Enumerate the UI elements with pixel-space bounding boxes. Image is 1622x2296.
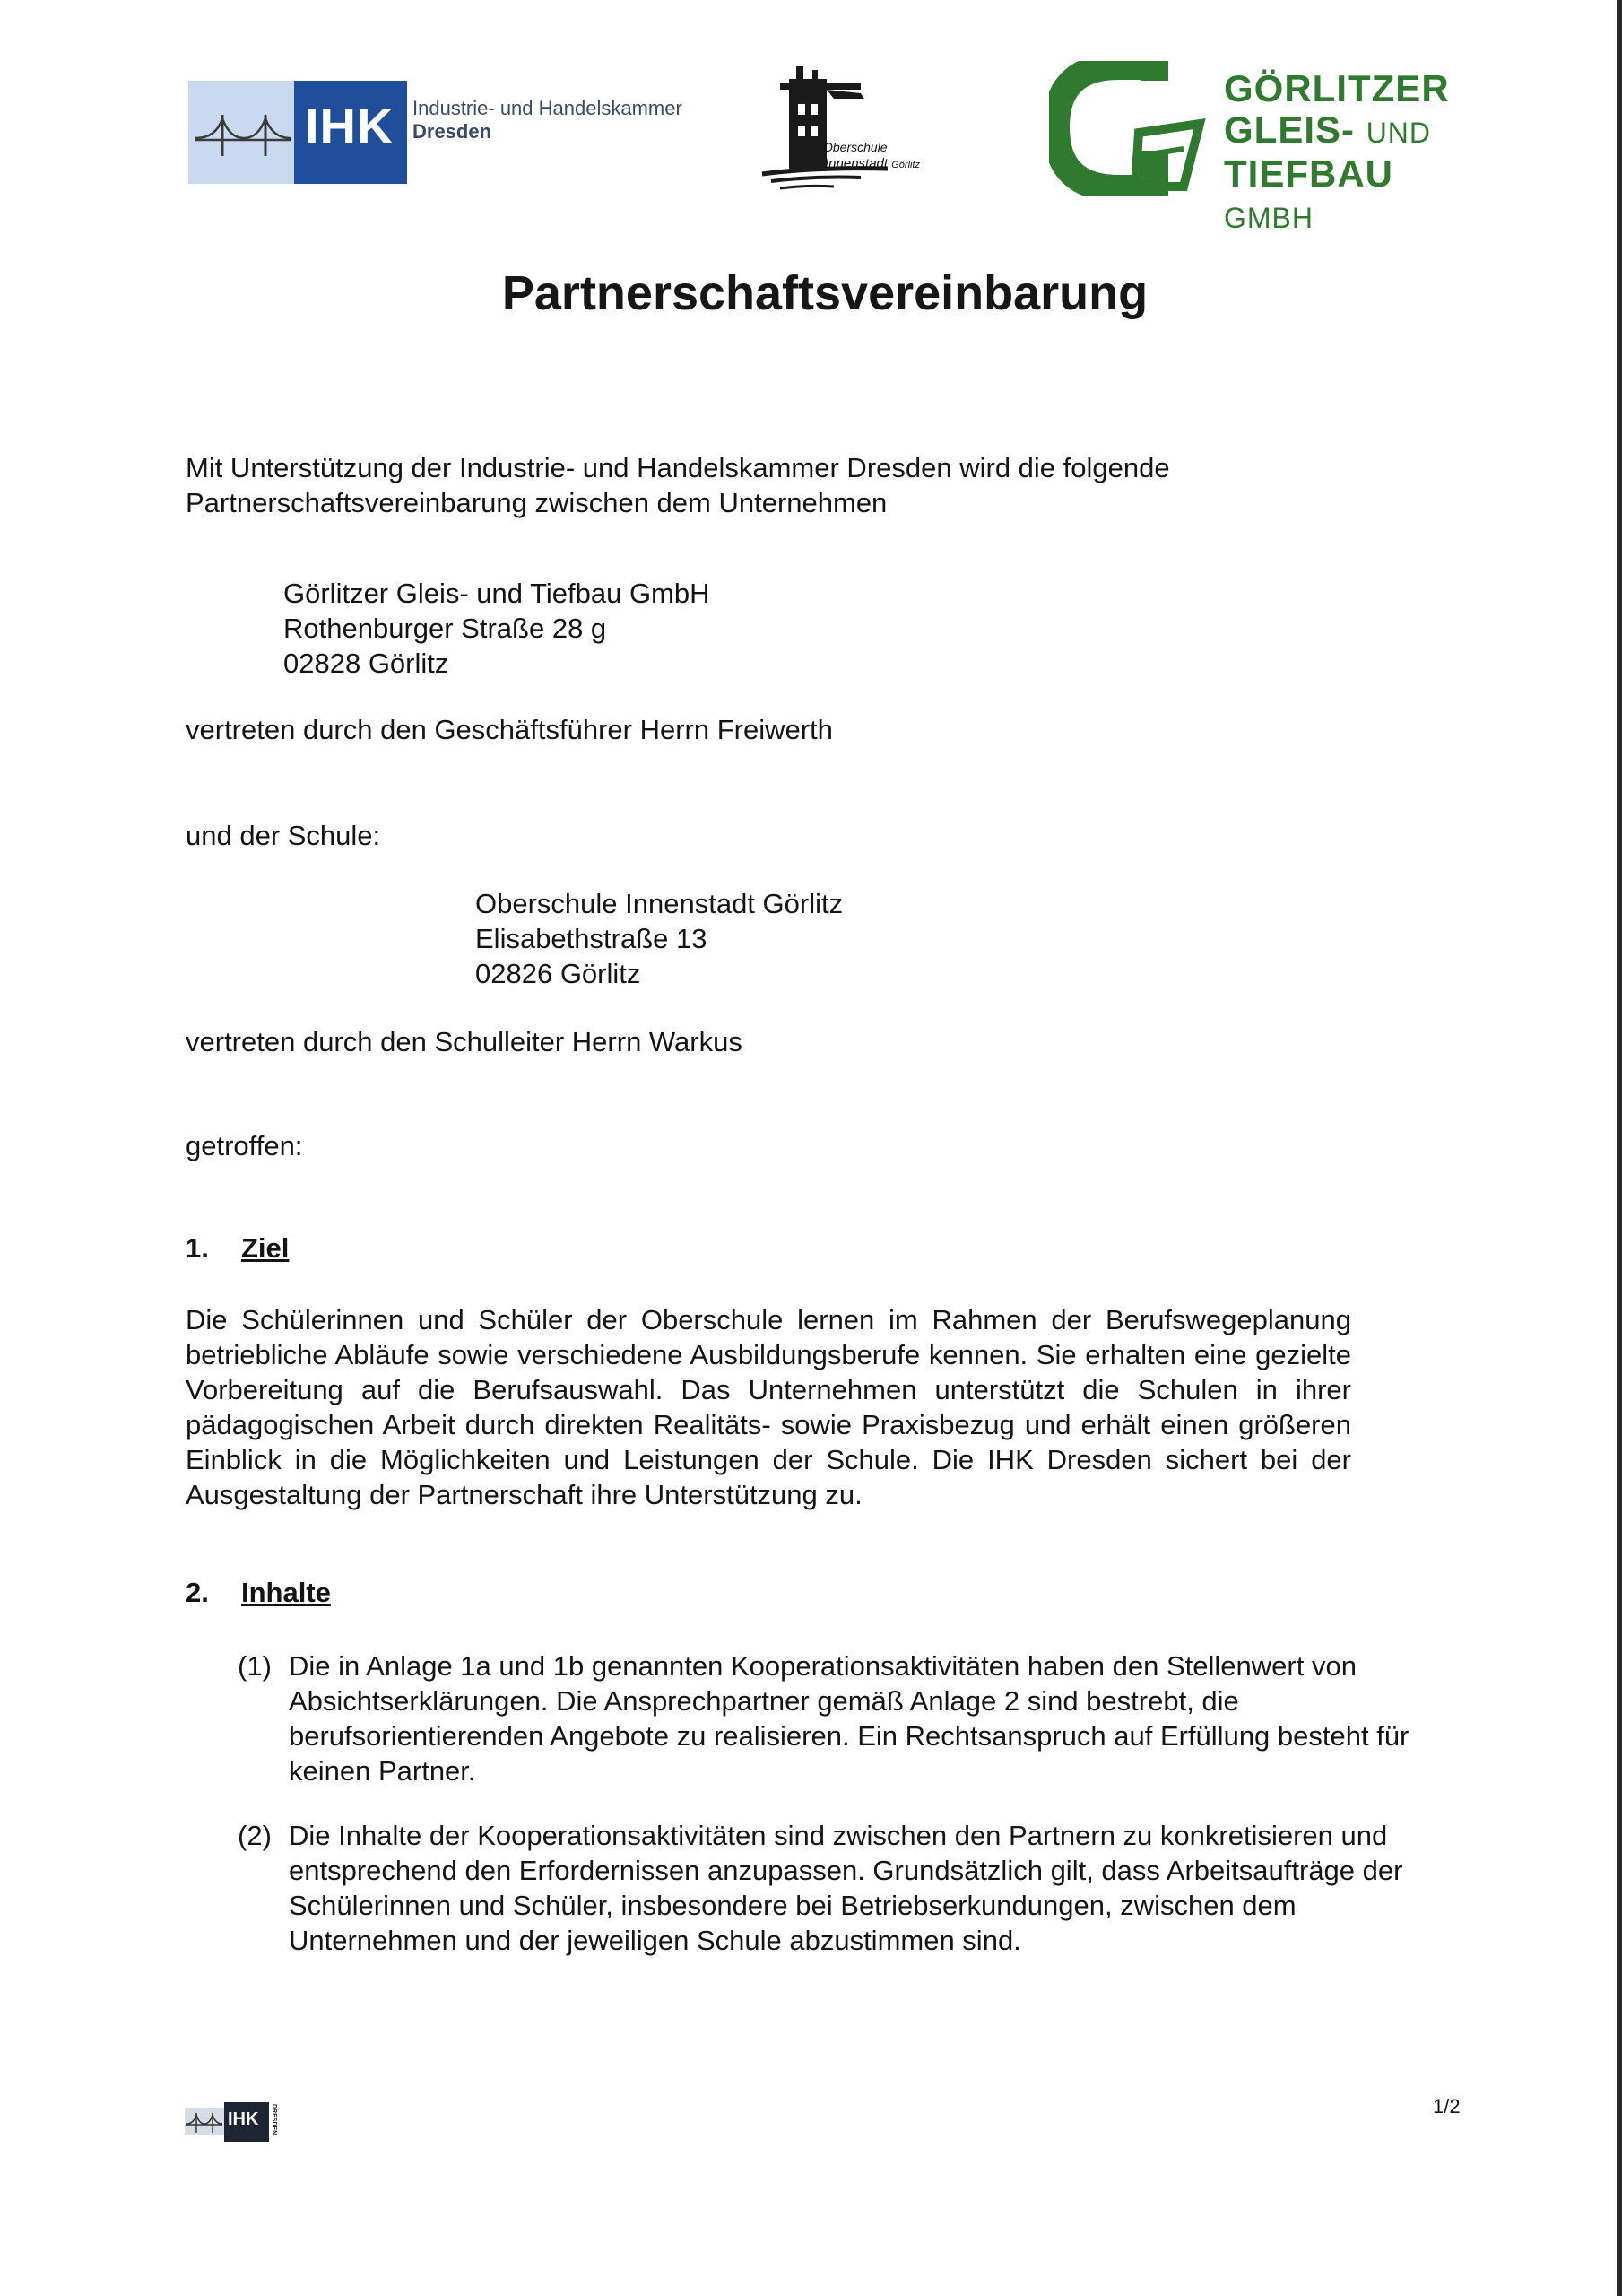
bridge-icon (194, 104, 292, 158)
list-item-label: (1) (238, 1650, 272, 1682)
ihk-logo-line2: Dresden (412, 120, 492, 143)
company-representative: vertreten durch den Geschäftsführer Herrn Freiwerth (186, 714, 833, 745)
ihk-logo (188, 81, 726, 184)
school-city: 02826 Görlitz (475, 958, 641, 989)
school-name: Oberschule Innenstadt Görlitz (475, 888, 844, 919)
list-item-label: (2) (238, 1820, 272, 1851)
section-2-title: Inhalte (241, 1577, 331, 1608)
ihk-logo-mark: IHK (305, 98, 395, 154)
company-name: Görlitzer Gleis- und Tiefbau GmbH (283, 578, 710, 609)
ihk-logo-light-block (188, 81, 294, 184)
company-logo (1049, 61, 1479, 234)
section-2-heading (186, 1577, 331, 1609)
document-title: Partnerschaftsvereinbarung (501, 266, 1149, 320)
ihk-logo-line1: Industrie- und Handelskammer (412, 97, 682, 119)
intro-line-2: Partnerschaftsvereinbarung zwischen dem Unternehmen (186, 487, 888, 518)
intro-paragraph (186, 450, 1459, 520)
section-1-heading (186, 1232, 289, 1265)
section-1-text: Die Schülerinnen und Schüler der Oberschule lernen im Rahmen der Berufswegeplanung betriebliche Abläufe sowie verschiedene Ausbildungsberufe kennen. Sie erhalten eine gezielte Vorbereitung auf die Berufsauswahl. Das Unternehmen unterstützt die Schulen in ihrer pädagogischen Arbeit durch direkten Realitäts- sowie Praxisbezug und erhält einen größeren Einblick in die Möglichkeiten und Leistungen der Schule. Die IHK Dresden sichert bei der Ausgestaltung der Partnerschaft ihre Unterstützung zu. (186, 1304, 1351, 1510)
school-logo (753, 63, 968, 197)
footer-bridge-icon (185, 2108, 224, 2135)
company-logo-line2: GLEIS- UND (1224, 109, 1432, 151)
closing-word: getroffen: (186, 1130, 303, 1161)
company-street: Rothenburger Straße 28 g (283, 613, 607, 644)
school-intro: und der Schule: (186, 820, 381, 851)
company-g-icon (1049, 61, 1228, 196)
company-logo-text (1224, 68, 1479, 239)
section-1-title: Ziel (241, 1232, 290, 1264)
list-item-text: Die Inhalte der Kooperationsaktivitäten sind zwischen den Partnern zu konkretisieren und entsprechend den Erfordernissen anzupassen. Grundsätzlich gilt, dass Arbeitsaufträge der Schülerinnen und Schüler, insbesondere bei Betriebserkundungen, zwischen dem Unternehmen und der jeweiligen Schule abzustimmen sind. (289, 1820, 1403, 1956)
company-city: 02828 Görlitz (283, 648, 449, 679)
school-building-icon (753, 63, 968, 197)
intro-line-1: Mit Unterstützung der Industrie- und Handelskammer Dresden wird die folgende (186, 452, 1170, 483)
company-logo-line1: GÖRLITZER (1224, 67, 1450, 109)
company-address (283, 576, 1090, 681)
footer-logo-dark-block (224, 2102, 269, 2142)
footer-logo-vertical-text: DRESDEN (271, 2104, 277, 2135)
ihk-logo-name (412, 97, 682, 144)
school-address (475, 886, 1282, 991)
scan-edge (1617, 0, 1622, 2296)
list-item-text: Die in Anlage 1a und 1b genannten Kooperationsaktivitäten haben den Stellenwert von Absichtserklärungen. Die Ansprechpartner gemäß Anlage 2 sind bestrebt, die berufsorientierenden Angebote zu realisieren. Ein Rechtsanspruch auf Erfüllung besteht für keinen Partner. (289, 1650, 1409, 1787)
school-street: Elisabethstraße 13 (475, 923, 707, 954)
school-logo-line2: Innenstadt Görlitz (825, 156, 921, 171)
footer-logo-mark: IHK (228, 2109, 259, 2129)
footer-logo-light-block (185, 2108, 224, 2135)
footer-ihk-logo (185, 2102, 277, 2142)
company-logo-line3: TIEFBAU GMBH (1224, 152, 1393, 234)
section-1-number: 1. (186, 1232, 209, 1264)
page-number: 1/2 (1433, 2095, 1461, 2118)
school-logo-line1: Oberschule (823, 140, 888, 154)
section-2-number: 2. (186, 1577, 209, 1608)
school-representative: vertreten durch den Schulleiter Herrn Warkus (186, 1026, 742, 1057)
